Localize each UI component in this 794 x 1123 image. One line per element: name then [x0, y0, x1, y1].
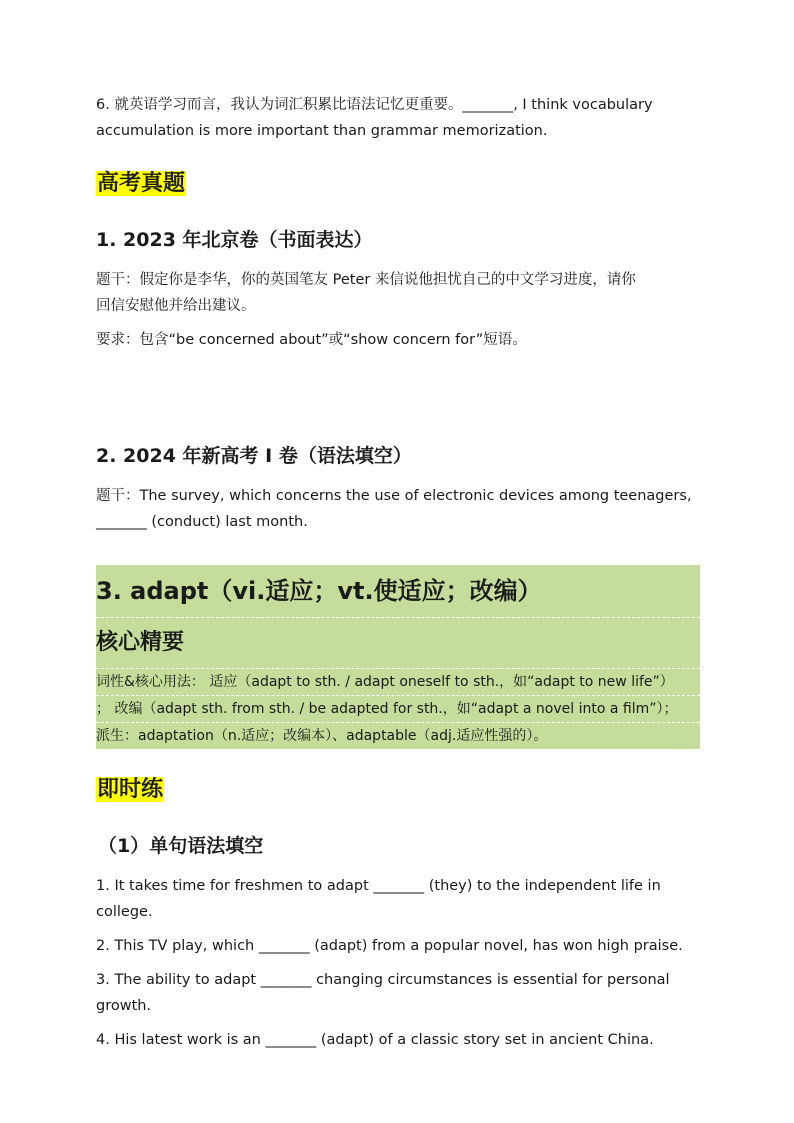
item2-stem [96, 483, 696, 535]
section-gaokao-label: 高考真题 [97, 171, 186, 196]
item1-stem [96, 267, 696, 319]
section-practice-heading [96, 773, 164, 807]
section-gaokao-heading [96, 167, 186, 201]
adapt-usage-line1: 词性&核心用法： 适应（adapt to sth. / adapt oneself to sth.，如“adapt to new life”） [96, 669, 700, 696]
question-6-line2: accumulation is more important than grammar memorization. [96, 123, 548, 139]
item1-stem-line1: 题干：假定你是李华，你的英国笔友 Peter 来信说他担忧自己的中文学习进度，请你 [96, 272, 636, 288]
practice-item: 1. It takes time for freshmen to adapt _______ (they) to the independent life in college. [96, 878, 661, 920]
adapt-usage-line2: ； 改编（adapt sth. from sth. / be adapted for sth.，如“adapt a novel into a film”）； [96, 696, 700, 723]
adapt-derivatives-line: 派生：adaptation（n.适应；改编本）、adaptable（adj.适应性强的）。 [96, 728, 548, 744]
practice-item: 3. The ability to adapt _______ changing circumstances is essential for personal growth. [96, 972, 670, 1014]
item1-stem-line2: 回信安慰他并给出建议。 [96, 298, 256, 314]
question-6-line1: 6. 就英语学习而言，我认为词汇积累比语法记忆更重要。_______, I think vocabulary [96, 97, 653, 113]
adapt-summary-box [96, 565, 700, 749]
item2-stem-line1: 题干：The survey, which concerns the use of electronic devices among teenagers, [96, 488, 692, 504]
item2-stem-line2: _______ (conduct) last month. [96, 514, 308, 530]
section-practice-label: 即时练 [97, 777, 164, 802]
question-6 [96, 92, 696, 144]
item2-title: 2. 2024 年新高考 I 卷（语法填空） [96, 445, 412, 467]
item1-title: 1. 2023 年北京卷（书面表达） [96, 229, 373, 251]
practice-list [96, 873, 706, 1053]
practice-item: 4. His latest work is an _______ (adapt) of a classic story set in ancient China. [96, 1032, 654, 1048]
practice-item: 2. This TV play, which _______ (adapt) from a popular novel, has won high praise. [96, 938, 683, 954]
core-essentials-title: 核心精要 [96, 618, 700, 669]
adapt-title: 3. adapt（vi.适应；vt.使适应；改编） [96, 565, 700, 618]
practice-subtitle: （1）单句语法填空 [98, 835, 264, 857]
item1-requirement: 要求：包含“be concerned about”或“show concern for”短语。 [96, 332, 527, 348]
